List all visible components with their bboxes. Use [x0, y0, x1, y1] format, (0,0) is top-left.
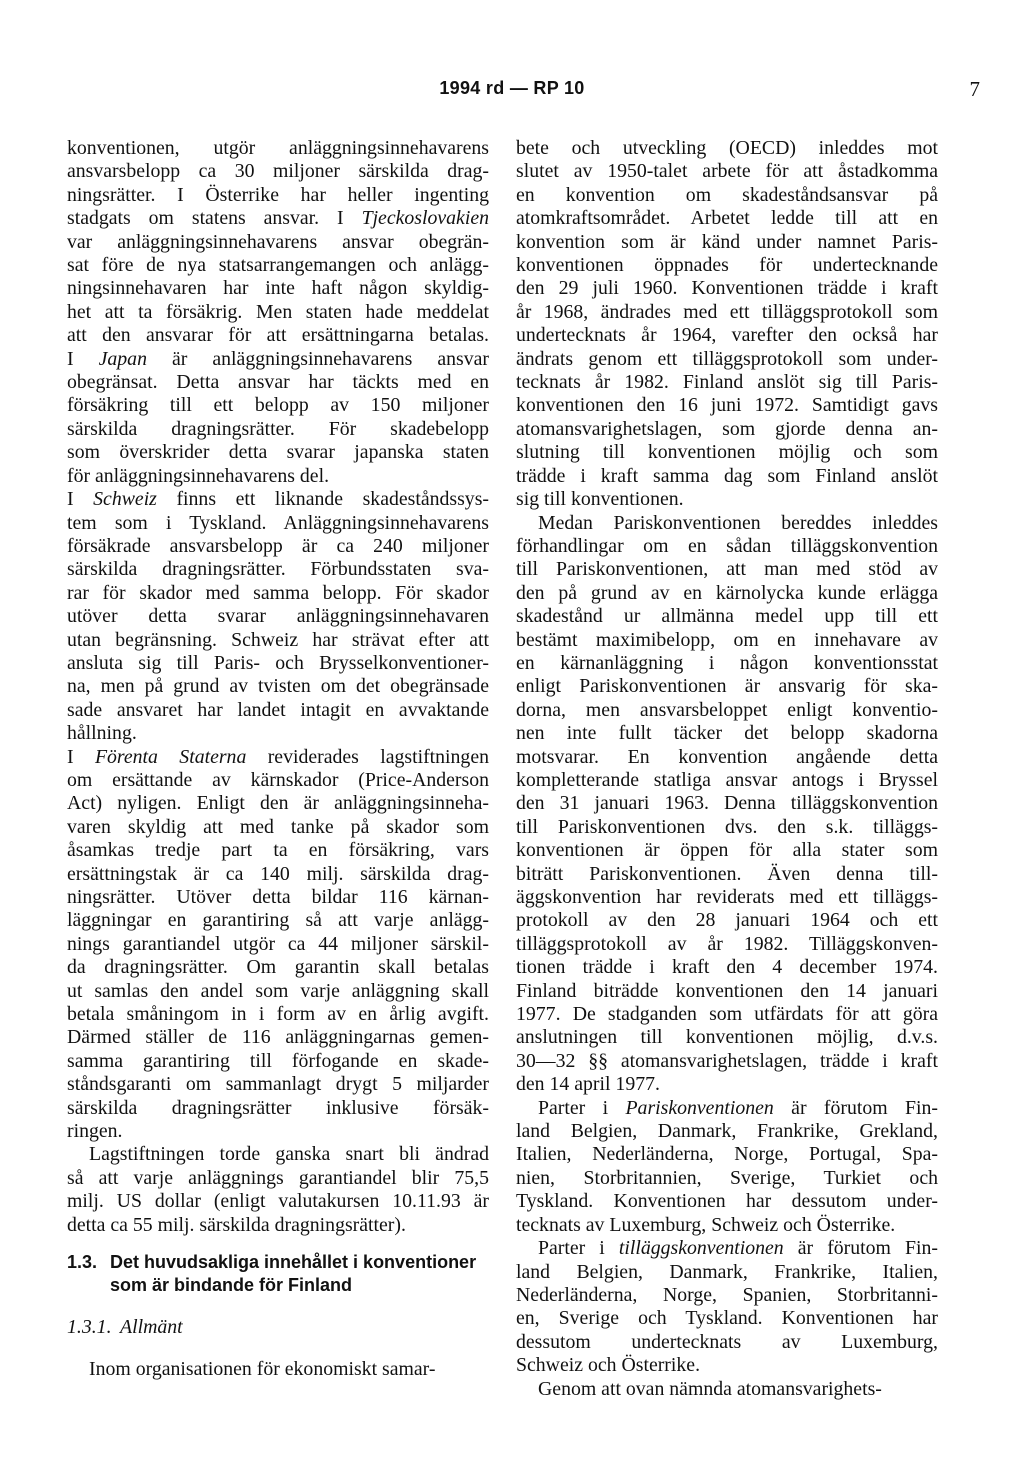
text-line: I Japan är anläggningsinnehavarens ansvar	[67, 347, 489, 370]
text-line: motsvarar. En konvention angående detta	[516, 745, 938, 768]
text-line: försäkrade ansvarsbelopp är ca 240 miljoner	[67, 534, 489, 557]
paragraph	[516, 1378, 938, 1401]
subsection-title: Allmänt	[120, 1316, 183, 1338]
paragraph	[516, 512, 938, 1097]
text-line: den 29 juli 1960. Konventionen trädde i kraft	[516, 277, 938, 300]
text-line: I Schweiz finns ett liknande skadeståndssys-	[67, 488, 489, 511]
text-line: försäkring till ett belopp av 150 miljoner	[67, 394, 489, 417]
text-line: 30—32 §§ atomansvarighetslagen, trädde i kraft	[516, 1049, 938, 1072]
text-line: slutet av 1950-talet arbete för att åstadkomma	[516, 160, 938, 183]
paragraph	[67, 137, 489, 488]
text-line: Lagstiftningen torde ganska snart bli ändrad	[89, 1143, 489, 1166]
paragraph	[516, 137, 938, 512]
text-line: som överskrider detta svarar japanska staten	[67, 441, 489, 464]
text-line: särskilda dragningsrätter. För skadebelopp	[67, 417, 489, 440]
text-line: enligt Pariskonventionen är ansvarig för ska-	[516, 675, 938, 698]
text-line: tecknats år 1982. Finland anslöt sig till Paris-	[516, 371, 938, 394]
text-line: konvention som är känd under namnet Paris-	[516, 230, 938, 253]
text-line: undertecknats år 1964, varefter den också har	[516, 324, 938, 347]
italic-term: Japan	[98, 347, 147, 370]
text-line: land Belgien, Danmark, Frankrike, Italien,	[516, 1260, 938, 1283]
text-line: att den ansvarar för att ersättningarna betalas.	[67, 324, 489, 347]
text-line: Finland biträdde konventionen den 14 januari	[516, 979, 938, 1002]
paragraph	[67, 746, 489, 1144]
text-line: biträtt Pariskonventionen. Även denna till-	[516, 862, 938, 885]
text-line: hållning.	[67, 722, 137, 745]
text-line: en kärnanläggning i någon konventionsstat	[516, 651, 938, 674]
text-line: Act) nyligen. Enligt den är anläggningsinneha-	[67, 792, 489, 815]
text-line: så att varje anläggnings garantiandel blir 75,5	[67, 1166, 489, 1189]
text-line: konventionen den 16 juni 1972. Samtidigt gavs	[516, 394, 938, 417]
italic-term: Tjeckoslovakien	[361, 207, 489, 230]
text-line: kompletterande statliga ansvar antogs i Bryssel	[516, 768, 938, 791]
text-line: Genom att ovan nämnda atomansvarighets-	[538, 1377, 882, 1400]
text-line: ändrats genom ett tilläggsprotokoll som under-	[516, 347, 938, 370]
text-line: konventionen är öppen för alla stater som	[516, 839, 938, 862]
text-line: den på grund av en kärnolycka kunde erlägga	[516, 581, 938, 604]
text-line: atomkraftsområdet. Arbetet ledde till att en	[516, 207, 938, 230]
text-line: ningsrätter. I Österrike har heller ingenting	[67, 183, 489, 206]
text-line: var anläggningsinnehavarens ansvar obegrän-	[67, 230, 489, 253]
text-line: tecknats av Luxemburg, Schweiz och Österrike.	[516, 1213, 896, 1236]
text-line: Schweiz och Österrike.	[516, 1354, 701, 1377]
subsection-number: 1.3.1.	[67, 1316, 112, 1338]
text-line: Därmed ställer de 116 anläggningarnas gemen-	[67, 1026, 489, 1049]
text-line: protokoll av den 28 januari 1964 och ett	[516, 909, 938, 932]
text-line: särskilda dragningsrätter inklusive försäk-	[67, 1096, 489, 1119]
text-line: utan begränsning. Schweiz har strävat efter att	[67, 628, 489, 651]
text-line: förhandlingar om en sådan tilläggskonvention	[516, 534, 938, 557]
running-title: 1994 rd — RP 10	[439, 78, 585, 98]
text-line: åsamkas tredje part ta en försäkring, vars	[67, 839, 489, 862]
text-line: Parter i tilläggskonventionen är förutom Fin-	[538, 1237, 938, 1260]
text-line: slutning till konventionen möjlig och som	[516, 441, 938, 464]
text-line: för anläggningsinnehavarens del.	[67, 464, 330, 487]
text-line: utöver detta svarar anläggningsinnehavaren	[67, 605, 489, 628]
italic-term: Förenta Staterna	[94, 745, 247, 768]
text-line: ståndsgaranti om sammanlagt drygt 5 miljarder	[67, 1073, 489, 1096]
text-line: nings garantiandel utgör ca 44 miljoner särskil-	[67, 932, 489, 955]
italic-term: Schweiz	[93, 488, 157, 511]
text-line: år 1968, ändrades med ett tilläggsprotokoll som	[516, 300, 938, 323]
text-line: den 31 januari 1963. Denna tilläggskonvention	[516, 792, 938, 815]
text-line: sig till konventionen.	[516, 488, 684, 511]
text-line: Medan Pariskonventionen bereddes inleddes	[538, 511, 938, 534]
text-line: till Pariskonventionen, att man med stöd av	[516, 558, 938, 581]
text-line: obegränsat. Detta ansvar har täckts med en	[67, 371, 489, 394]
text-line: dessutom undertecknats av Luxemburg,	[516, 1330, 938, 1353]
text-line: trädde i kraft samma dag som Finland anslöt	[516, 464, 938, 487]
page-number: 7	[969, 77, 980, 101]
text-line: samma garantiring till förfogande en skade-	[67, 1049, 489, 1072]
text-line: nen inte fullt täcker det belopp skadorna	[516, 722, 938, 745]
section-title: Det huvudsakliga innehållet i konventioner som är bindande för Finland	[110, 1252, 477, 1295]
text-line: ningsrätter. Utöver detta bildar 116 kärnan-	[67, 886, 489, 908]
text-line: land Belgien, Danmark, Frankrike, Grekland,	[516, 1120, 938, 1143]
text-line: tem som i Tyskland. Anläggningsinnehavarens	[67, 511, 489, 534]
paragraph-start: Inom organisationen för ekonomiskt samar-	[89, 1358, 436, 1380]
text-line: ringen.	[67, 1120, 123, 1143]
text-line: ningsinnehavaren har inte haft någon skyldig-	[67, 277, 489, 300]
text-line: bete och utveckling (OECD) inleddes mot	[516, 137, 938, 159]
left-column	[67, 137, 489, 1237]
text-line: ansluta sig till Paris- och Brysselkonventioner-	[67, 651, 489, 674]
text-line: atomansvarighetslagen, som gjorde denna an-	[516, 417, 938, 440]
text-line: betala småningom in i form av en årlig avgift.	[67, 1003, 489, 1026]
text-line: konventionen öppnades för undertecknande	[516, 254, 938, 277]
text-line: het att ta försäkrig. Men staten hade meddelat	[67, 300, 489, 323]
paragraph	[516, 1237, 938, 1377]
italic-term: tilläggskonventionen	[618, 1237, 784, 1260]
text-line: stadgats om statens ansvar. I Tjeckoslovakien	[67, 207, 489, 230]
text-line: läggningar en garantiring så att varje anlägg-	[67, 909, 489, 932]
text-line: Italien, Nederländerna, Norge, Portugal, Spa-	[516, 1143, 938, 1166]
text-line: da dragningsrätter. Om garantin skall betalas	[67, 956, 489, 979]
text-line: om ersättande av kärnskador (Price-Anderson	[67, 768, 489, 791]
text-line: anslutningen till konventionen möjlig, d.v.s.	[516, 1026, 938, 1049]
text-line: äggskonvention har reviderats med ett tilläggs-	[516, 886, 938, 908]
text-line: rar för skador med samma belopp. För skador	[67, 581, 489, 604]
text-line: Parter i Pariskonventionen är förutom Fin-	[538, 1096, 938, 1119]
paragraph	[67, 488, 489, 745]
text-line: ut samlas den andel som varje anläggning skall	[67, 979, 489, 1002]
text-line: dorna, men ansvarsbeloppet enligt konventio-	[516, 698, 938, 721]
text-line: na, men på grund av tvisten om det obegränsade	[67, 675, 489, 698]
text-line: milj. US dollar (enligt valutakursen 10.11.93 är	[67, 1190, 489, 1213]
text-line: nien, Storbritannien, Sverige, Turkiet och	[516, 1166, 938, 1189]
text-line: till Pariskonventionen dvs. den s.k. tilläggs-	[516, 815, 938, 838]
text-line: Nederländerna, Norge, Spanien, Storbritanni-	[516, 1283, 938, 1306]
text-line: konventionen, utgör anläggningsinnehavarens	[67, 137, 489, 159]
section-number: 1.3.	[67, 1252, 98, 1272]
text-line: detta ca 55 milj. särskilda dragningsrätter).	[67, 1213, 406, 1236]
text-line: Tyskland. Konventionen har dessutom under-	[516, 1190, 938, 1213]
text-line: en konvention om skadeståndsansvar på	[516, 183, 938, 206]
paragraph	[67, 1143, 489, 1237]
text-line: bestämt maximibelopp, om en innehavare av	[516, 628, 938, 651]
text-line: varen skyldig att med tanke på skador som	[67, 815, 489, 838]
text-line: sade ansvaret har landet intagit en avvaktande	[67, 698, 489, 721]
text-line: ersättningstak är ca 140 milj. särskilda drag-	[67, 862, 489, 885]
italic-term: Pariskonventionen	[625, 1096, 774, 1119]
right-column	[516, 137, 938, 1401]
text-line: 1977. De stadganden som utfärdats för att göra	[516, 1003, 938, 1026]
text-line: en, Sverige och Tyskland. Konventionen har	[516, 1307, 938, 1330]
text-line: sat före de nya statsarrangemangen och anlägg-	[67, 254, 489, 277]
page-header	[0, 78, 1024, 108]
text-line: tilläggsprotokoll av år 1982. Tilläggskonven-	[516, 932, 938, 955]
text-line: I Förenta Staterna reviderades lagstiftningen	[67, 745, 489, 768]
text-line: ansvarsbelopp ca 30 miljoner särskilda drag-	[67, 160, 489, 183]
text-line: tionen trädde i kraft den 4 december 1974.	[516, 956, 938, 979]
text-line: skadestånd ur allmänna medel upp till ett	[516, 605, 938, 628]
text-line: särskilda dragningsrätter. Förbundsstaten sva-	[67, 558, 489, 581]
paragraph	[516, 1097, 938, 1237]
text-line: den 14 april 1977.	[516, 1073, 660, 1096]
